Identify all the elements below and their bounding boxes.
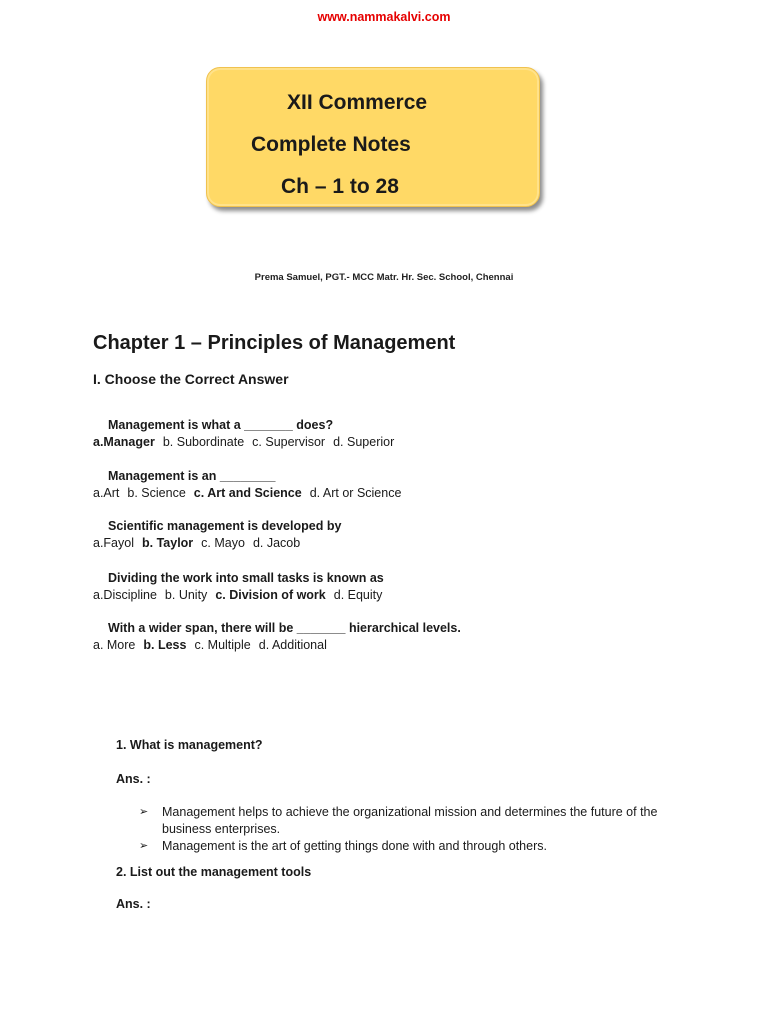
answer-label: Ans. : bbox=[116, 772, 151, 786]
mcq-option: b. Science bbox=[127, 486, 186, 500]
mcq-item bbox=[93, 417, 402, 451]
mcq-question: With a wider span, there will be _______ hierarchical levels. bbox=[108, 621, 461, 635]
answer-points bbox=[116, 804, 676, 855]
answer-point bbox=[116, 804, 676, 838]
arrowhead-bullet-icon: ➢ bbox=[139, 840, 149, 852]
mcq-option: b. Subordinate bbox=[162, 435, 245, 449]
short-question: 2. List out the management tools bbox=[116, 865, 312, 879]
chapter-heading: Chapter 1 – Principles of Management bbox=[93, 332, 456, 354]
section-heading: I. Choose the Correct Answer bbox=[93, 371, 289, 387]
title-box bbox=[206, 67, 540, 207]
author-credit: Prema Samuel, PGT.- MCC Matr. Hr. Sec. School, Chennai bbox=[254, 272, 514, 283]
mcq-options bbox=[93, 485, 409, 502]
mcq-option-correct: b. Taylor bbox=[142, 536, 194, 550]
answer-label: Ans. : bbox=[116, 897, 151, 911]
mcq-option-correct: b. Less bbox=[143, 638, 187, 652]
mcq-option-correct: c. Division of work bbox=[215, 588, 326, 602]
mcq-option-correct: a.Manager bbox=[93, 435, 155, 449]
mcq-option: a.Discipline bbox=[93, 588, 157, 602]
mcq-option: c. Mayo bbox=[201, 536, 245, 550]
mcq-question: Dividing the work into small tasks is known as bbox=[108, 571, 384, 585]
title-line-1: XII Commerce bbox=[287, 91, 428, 114]
answer-point-text: Management is the art of getting things done with and through others. bbox=[162, 839, 547, 853]
mcq-option: a.Fayol bbox=[93, 536, 134, 550]
mcq-item bbox=[93, 518, 341, 552]
mcq-option: c. Multiple bbox=[194, 638, 251, 652]
mcq-item bbox=[93, 468, 409, 502]
site-url[interactable]: www.nammakalvi.com bbox=[317, 10, 451, 24]
mcq-option-correct: c. Art and Science bbox=[193, 486, 302, 500]
answer-point-text: Management helps to achieve the organizational mission and determines the future of the business enterprises. bbox=[162, 805, 658, 836]
mcq-options bbox=[93, 434, 402, 451]
mcq-question: Scientific management is developed by bbox=[108, 519, 342, 533]
mcq-item bbox=[93, 570, 390, 604]
mcq-option: b. Unity bbox=[164, 588, 208, 602]
arrowhead-bullet-icon: ➢ bbox=[139, 806, 149, 818]
mcq-option: d. Equity bbox=[333, 588, 383, 602]
mcq-option: c. Supervisor bbox=[252, 435, 326, 449]
title-line-2: Complete Notes bbox=[251, 133, 411, 156]
answer-point bbox=[116, 838, 676, 855]
mcq-options bbox=[93, 637, 461, 654]
mcq-item bbox=[93, 620, 461, 654]
mcq-option: d. Jacob bbox=[252, 536, 301, 550]
short-question: 1. What is management? bbox=[116, 738, 263, 752]
mcq-option: a. More bbox=[93, 638, 136, 652]
mcq-question: Management is what a _______ does? bbox=[108, 418, 334, 432]
mcq-option: d. Additional bbox=[258, 638, 327, 652]
mcq-options bbox=[93, 587, 390, 604]
title-line-3: Ch – 1 to 28 bbox=[281, 175, 399, 198]
mcq-option: a.Art bbox=[93, 486, 120, 500]
mcq-option: d. Art or Science bbox=[309, 486, 402, 500]
mcq-options bbox=[93, 535, 341, 552]
mcq-question: Management is an ________ bbox=[108, 469, 276, 483]
mcq-option: d. Superior bbox=[333, 435, 395, 449]
short-answer-section bbox=[116, 738, 676, 911]
